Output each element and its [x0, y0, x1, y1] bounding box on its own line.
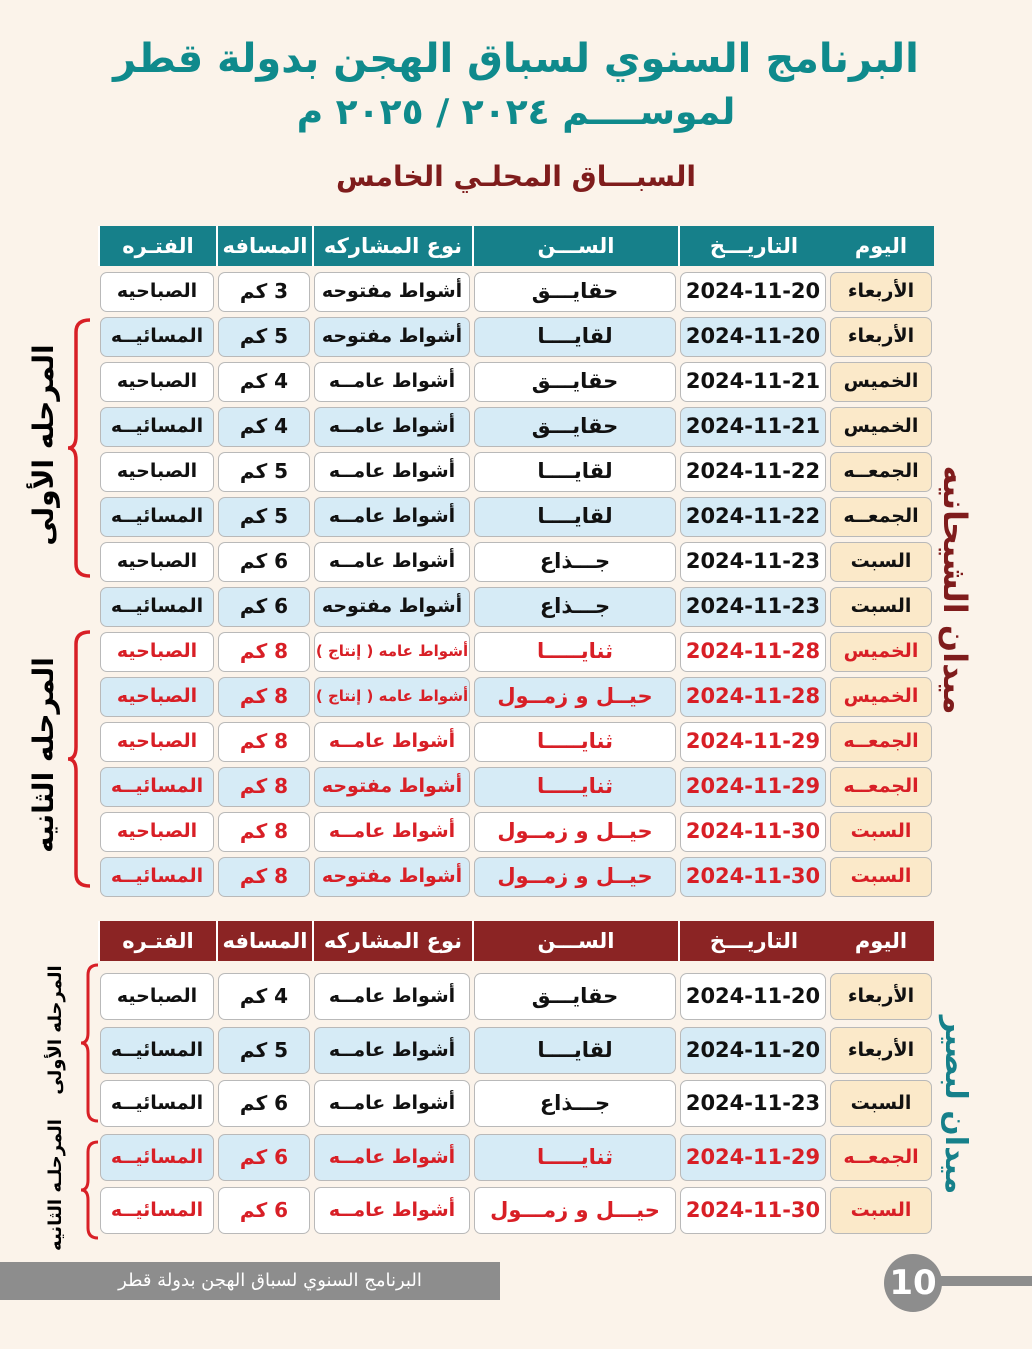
- cell-period: المسائيــه: [100, 497, 214, 537]
- cell-age: لقايــــا: [474, 317, 676, 357]
- cell-date: 2024-11-22: [680, 452, 826, 492]
- header-type: نوع المشاركه: [312, 226, 472, 266]
- cell-type: أشواط مفتوحه: [314, 767, 470, 807]
- schedule-table-lbsair: [98, 921, 934, 1241]
- cell-date: 2024-11-21: [680, 362, 826, 402]
- header-type: نوع المشاركه: [312, 921, 472, 961]
- cell-distance: 5 كم: [218, 1027, 310, 1074]
- table-row: [98, 857, 934, 897]
- cell-distance: 8 كم: [218, 722, 310, 762]
- cell-type: أشواط مفتوحه: [314, 317, 470, 357]
- cell-distance: 8 كم: [218, 812, 310, 852]
- cell-age: حيــل و زمــول: [474, 857, 676, 897]
- cell-type: أشواط مفتوحه: [314, 587, 470, 627]
- cell-date: 2024-11-23: [680, 1080, 826, 1127]
- table-row: [98, 722, 934, 762]
- cell-date: 2024-11-29: [680, 722, 826, 762]
- cell-date: 2024-11-20: [680, 317, 826, 357]
- bracket-stage-2-lbsair: [78, 1140, 102, 1240]
- cell-distance: 4 كم: [218, 407, 310, 447]
- cell-day: السبت: [830, 1187, 932, 1234]
- cell-age: جـــذاع: [474, 587, 676, 627]
- schedule-table-shahaniya: [98, 226, 934, 896]
- table-row: [98, 452, 934, 492]
- cell-type: أشواط عامــه: [314, 407, 470, 447]
- cell-day: الجمعــه: [830, 497, 932, 537]
- header-distance: المسافه: [216, 226, 312, 266]
- cell-distance: 8 كم: [218, 632, 310, 672]
- cell-age: حيــل و زمــول: [474, 812, 676, 852]
- cell-age: حيــل و زمــول: [474, 677, 676, 717]
- cell-date: 2024-11-30: [680, 857, 826, 897]
- footer-line: [940, 1276, 1032, 1286]
- header-age: الســـن: [472, 921, 678, 961]
- field-name-lbsair: ميدان لبصير: [938, 1015, 973, 1195]
- table-row: [98, 317, 934, 357]
- bracket-stage-2: [64, 630, 94, 888]
- table-row: [98, 1187, 934, 1234]
- cell-distance: 8 كم: [218, 677, 310, 717]
- cell-age: لقايــــا: [474, 497, 676, 537]
- cell-period: المسائيــه: [100, 1187, 214, 1234]
- header-distance: المسافه: [216, 921, 312, 961]
- cell-period: المسائيــه: [100, 1080, 214, 1127]
- table-row: [98, 973, 934, 1020]
- cell-type: أشواط عامه ( إنتاج ): [314, 632, 470, 672]
- table-row: [98, 362, 934, 402]
- cell-type: أشواط عامــه: [314, 722, 470, 762]
- season-title: لموســــم ٢٠٢٤ / ٢٠٢٥ م: [296, 92, 736, 133]
- cell-type: أشواط عامــه: [314, 1134, 470, 1181]
- race-title: السبـــاق المحلـي الخامس: [336, 160, 696, 193]
- cell-day: الأربعاء: [830, 973, 932, 1020]
- field-name-shahaniya: ميدان الشيحانيه: [936, 465, 974, 715]
- cell-period: المسائيــه: [100, 1134, 214, 1181]
- cell-type: أشواط عامــه: [314, 362, 470, 402]
- table-row: [98, 677, 934, 717]
- cell-type: أشواط عامــه: [314, 973, 470, 1020]
- header-day: اليوم: [854, 929, 908, 953]
- table-row: [98, 587, 934, 627]
- table-row: [98, 407, 934, 447]
- header-period: الفتـره: [98, 921, 216, 961]
- cell-distance: 5 كم: [218, 317, 310, 357]
- cell-type: أشواط عامــه: [314, 452, 470, 492]
- stage-label-second: المرحله الثانيه: [27, 657, 60, 853]
- cell-period: المسائيــه: [100, 317, 214, 357]
- cell-age: حقايـــق: [474, 407, 676, 447]
- cell-type: أشواط عامــه: [314, 497, 470, 537]
- cell-period: المسائيــه: [100, 857, 214, 897]
- stage-label-second-lbsair: المرحلـه الثانيه: [45, 1119, 66, 1251]
- cell-day: الخميس: [830, 632, 932, 672]
- table-row: [98, 812, 934, 852]
- table-row: [98, 1080, 934, 1127]
- cell-day: الأربعاء: [830, 1027, 932, 1074]
- table-row: [98, 1027, 934, 1074]
- cell-day: السبت: [830, 857, 932, 897]
- table-row: [98, 272, 934, 312]
- cell-period: المسائيــه: [100, 587, 214, 627]
- cell-date: 2024-11-23: [680, 587, 826, 627]
- cell-type: أشواط عامه ( إنتاج ): [314, 677, 470, 717]
- cell-period: الصباحيه: [100, 272, 214, 312]
- cell-age: ثنايـــــا: [474, 722, 676, 762]
- cell-date: 2024-11-23: [680, 542, 826, 582]
- cell-type: أشواط عامــه: [314, 1080, 470, 1127]
- cell-age: جـــذاع: [474, 542, 676, 582]
- stage-label-first-lbsair: المرحله الأولى: [45, 965, 66, 1095]
- cell-date: 2024-11-20: [680, 1027, 826, 1074]
- cell-age: جـــذاع: [474, 1080, 676, 1127]
- cell-day: السبت: [830, 542, 932, 582]
- cell-day: السبت: [830, 812, 932, 852]
- cell-day: الأربعاء: [830, 272, 932, 312]
- cell-date: 2024-11-21: [680, 407, 826, 447]
- cell-distance: 5 كم: [218, 497, 310, 537]
- cell-age: ثنايـــــا: [474, 632, 676, 672]
- table-row: [98, 497, 934, 537]
- table-row: [98, 632, 934, 672]
- cell-period: الصباحيه: [100, 812, 214, 852]
- cell-age: حقايـــق: [474, 272, 676, 312]
- cell-distance: 8 كم: [218, 767, 310, 807]
- cell-age: حقايـــق: [474, 973, 676, 1020]
- cell-period: المسائيــه: [100, 767, 214, 807]
- cell-period: الصباحيه: [100, 722, 214, 762]
- cell-age: لقايــــا: [474, 1027, 676, 1074]
- cell-age: ثنايـــــا: [474, 1134, 676, 1181]
- table-header: [98, 226, 934, 266]
- table-header: [98, 921, 934, 961]
- page-number: 10: [884, 1254, 942, 1312]
- cell-distance: 6 كم: [218, 1080, 310, 1127]
- cell-day: الجمعــه: [830, 1134, 932, 1181]
- table-row: [98, 542, 934, 582]
- cell-type: أشواط عامــه: [314, 542, 470, 582]
- cell-day: الجمعــه: [830, 452, 932, 492]
- cell-age: حيـــل و زمـــول: [474, 1187, 676, 1234]
- footer-text: البرنامج السنوي لسباق الهجن بدولة قطر: [118, 1270, 422, 1291]
- cell-date: 2024-11-29: [680, 767, 826, 807]
- cell-date: 2024-11-30: [680, 812, 826, 852]
- cell-date: 2024-11-20: [680, 272, 826, 312]
- cell-date: 2024-11-22: [680, 497, 826, 537]
- cell-day: الجمعــه: [830, 722, 932, 762]
- cell-date: 2024-11-29: [680, 1134, 826, 1181]
- cell-date: 2024-11-30: [680, 1187, 826, 1234]
- cell-period: المسائيــه: [100, 1027, 214, 1074]
- cell-distance: 6 كم: [218, 1187, 310, 1234]
- cell-period: الصباحيه: [100, 542, 214, 582]
- cell-day: السبت: [830, 1080, 932, 1127]
- table-row: [98, 1134, 934, 1181]
- cell-day: الأربعاء: [830, 317, 932, 357]
- cell-age: ثنايـــــا: [474, 767, 676, 807]
- cell-distance: 8 كم: [218, 857, 310, 897]
- header-day: اليوم: [854, 234, 908, 258]
- cell-type: أشواط عامــه: [314, 1187, 470, 1234]
- cell-distance: 4 كم: [218, 362, 310, 402]
- cell-day: الخميس: [830, 677, 932, 717]
- cell-type: أشواط مفتوحه: [314, 272, 470, 312]
- cell-distance: 6 كم: [218, 1134, 310, 1181]
- header-date: التاريـــخ: [678, 226, 828, 266]
- cell-day: السبت: [830, 587, 932, 627]
- header-date: التاريـــخ: [678, 921, 828, 961]
- cell-period: الصباحيه: [100, 677, 214, 717]
- header-period: الفتـره: [98, 226, 216, 266]
- cell-date: 2024-11-20: [680, 973, 826, 1020]
- cell-type: أشواط مفتوحه: [314, 857, 470, 897]
- bracket-stage-1-lbsair: [78, 963, 102, 1123]
- cell-period: الصباحيه: [100, 632, 214, 672]
- bracket-stage-1: [64, 318, 94, 578]
- cell-distance: 3 كم: [218, 272, 310, 312]
- cell-period: الصباحيه: [100, 452, 214, 492]
- cell-distance: 4 كم: [218, 973, 310, 1020]
- cell-period: الصباحيه: [100, 973, 214, 1020]
- cell-day: الخميس: [830, 362, 932, 402]
- cell-day: الخميس: [830, 407, 932, 447]
- cell-type: أشواط عامــه: [314, 812, 470, 852]
- cell-distance: 6 كم: [218, 542, 310, 582]
- cell-day: الجمعــه: [830, 767, 932, 807]
- cell-date: 2024-11-28: [680, 677, 826, 717]
- table-row: [98, 767, 934, 807]
- cell-period: الصباحيه: [100, 362, 214, 402]
- cell-distance: 6 كم: [218, 587, 310, 627]
- cell-age: حقايـــق: [474, 362, 676, 402]
- cell-period: المسائيــه: [100, 407, 214, 447]
- stage-label-first: المرحله الأولى: [27, 344, 60, 546]
- cell-type: أشواط عامــه: [314, 1027, 470, 1074]
- cell-age: لقايــــا: [474, 452, 676, 492]
- header-age: الســـن: [472, 226, 678, 266]
- cell-date: 2024-11-28: [680, 632, 826, 672]
- cell-distance: 5 كم: [218, 452, 310, 492]
- main-title: البرنامج السنوي لسباق الهجن بدولة قطر: [113, 36, 919, 82]
